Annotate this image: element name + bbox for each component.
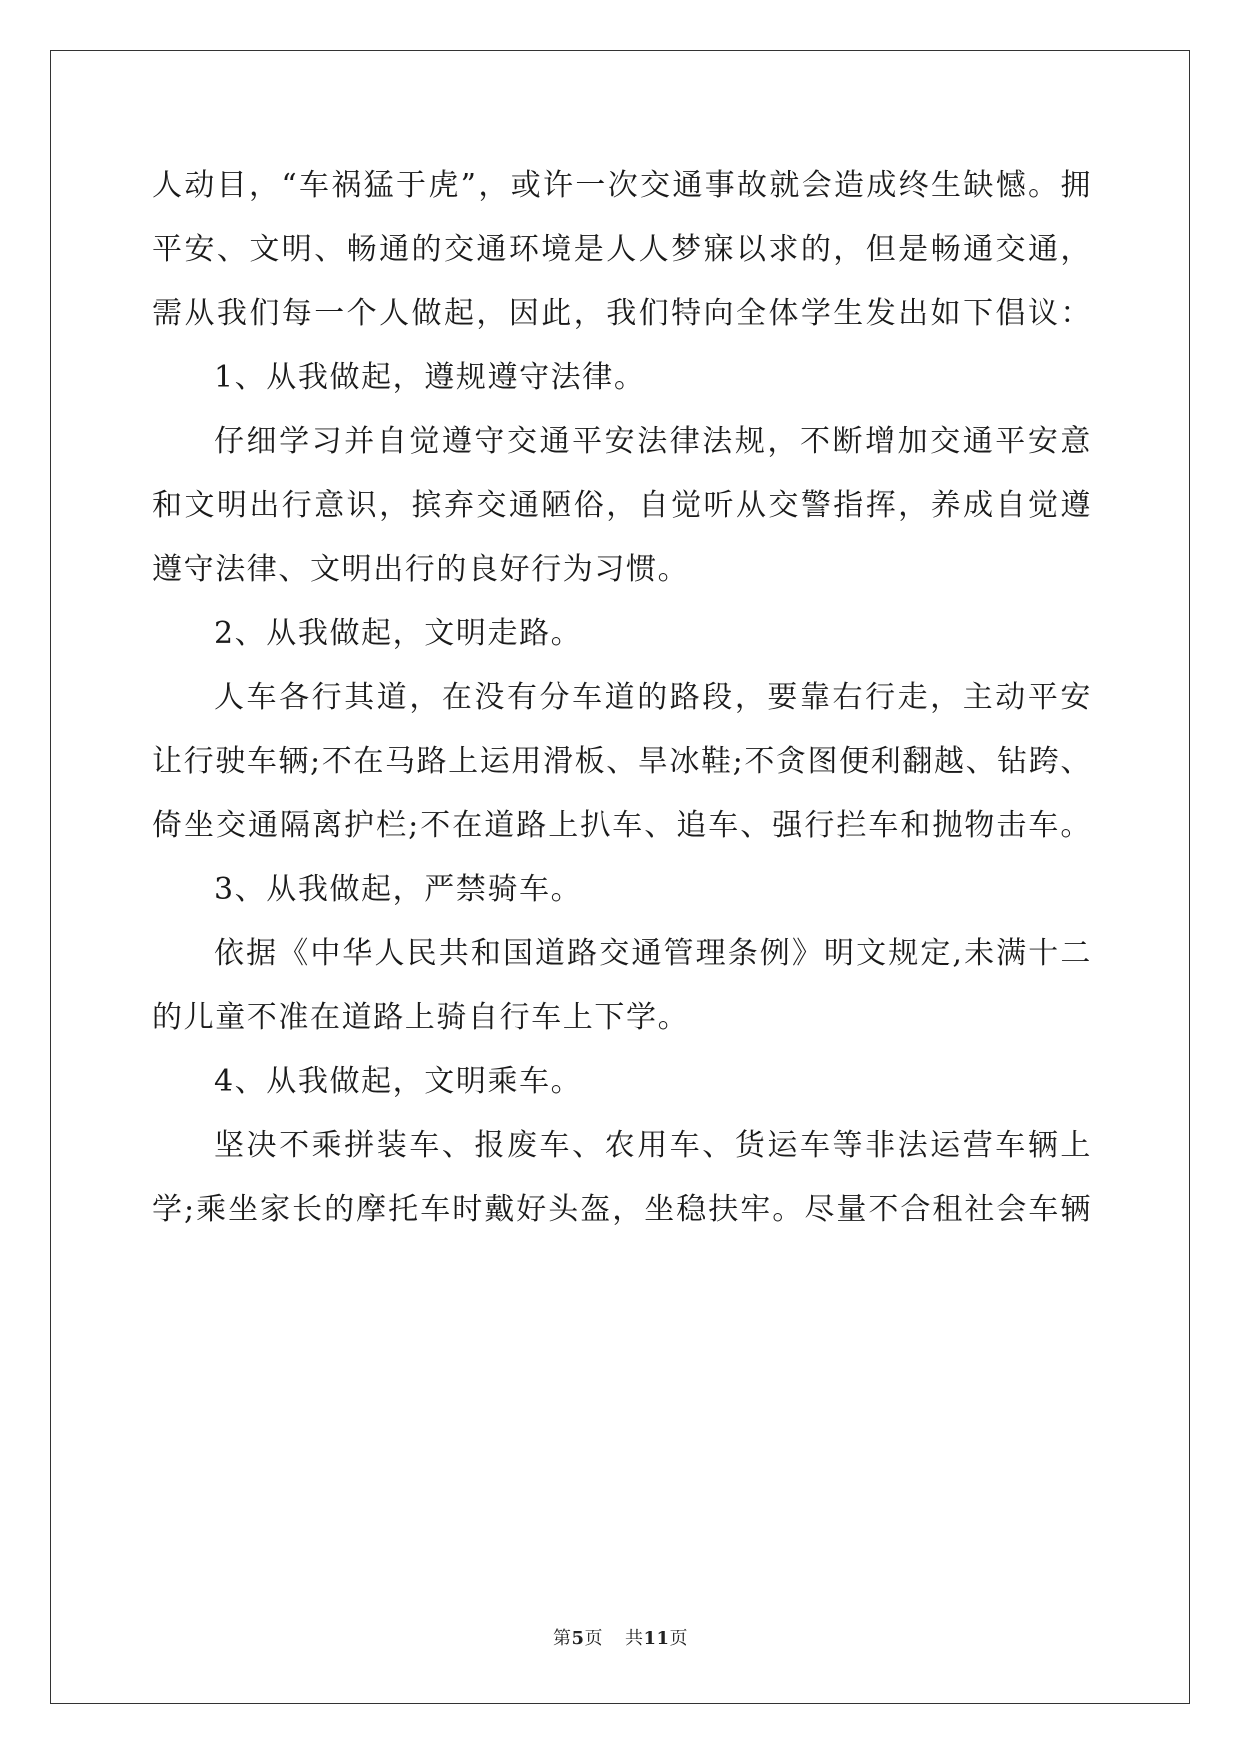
text-line: 人动目，“车祸猛于虎”，或许一次交通事故就会造成终生缺憾。拥 — [152, 168, 1092, 203]
text-line: 1、从我做起，遵规遵守法律。 — [214, 360, 646, 395]
text-line: 坚决不乘拼装车、报废车、农用车、货运车等非法运营车辆上 — [214, 1128, 1092, 1163]
text-line: 4、从我做起，文明乘车。 — [214, 1064, 583, 1099]
page-footer — [0, 1624, 1241, 1650]
text-line: 3、从我做起，严禁骑车。 — [214, 872, 583, 907]
text-line: 平安、文明、畅通的交通环境是人人梦寐以求的，但是畅通交通， — [152, 232, 1092, 267]
text-line: 遵守法律、文明出行的良好行为习惯。 — [152, 552, 690, 587]
text-line: 的儿童不准在道路上骑自行车上下学。 — [152, 1000, 690, 1035]
total-suffix: 页 — [669, 1628, 689, 1649]
page-number: 5 — [571, 1628, 585, 1649]
page-prefix: 第 — [552, 1628, 572, 1649]
total-pages: 11 — [643, 1628, 670, 1649]
text-line: 倚坐交通隔离护栏;不在道路上扒车、追车、强行拦车和抛物击车。 — [152, 808, 1092, 843]
text-line: 仔细学习并自觉遵守交通平安法律法规，不断增加交通平安意 — [214, 424, 1092, 459]
text-line: 学;乘坐家长的摩托车时戴好头盔，坐稳扶牢。尽量不合租社会车辆 — [152, 1192, 1092, 1227]
text-line: 2、从我做起，文明走路。 — [214, 616, 583, 651]
page-suffix: 页 — [584, 1628, 603, 1649]
document-body — [152, 154, 1092, 1242]
text-line: 让行驶车辆;不在马路上运用滑板、旱冰鞋;不贪图便利翻越、钻跨、 — [152, 744, 1092, 779]
text-line: 需从我们每一个人做起，因此，我们特向全体学生发出如下倡议： — [152, 296, 1092, 331]
text-line: 人车各行其道，在没有分车道的路段，要靠右行走，主动平安 — [214, 680, 1092, 715]
text-line: 依据《中华人民共和国道路交通管理条例》明文规定,未满十二 — [214, 936, 1092, 971]
text-line: 和文明出行意识，摈弃交通陋俗，自觉听从交警指挥，养成自觉遵 — [152, 488, 1092, 523]
total-prefix: 共 — [624, 1628, 644, 1649]
